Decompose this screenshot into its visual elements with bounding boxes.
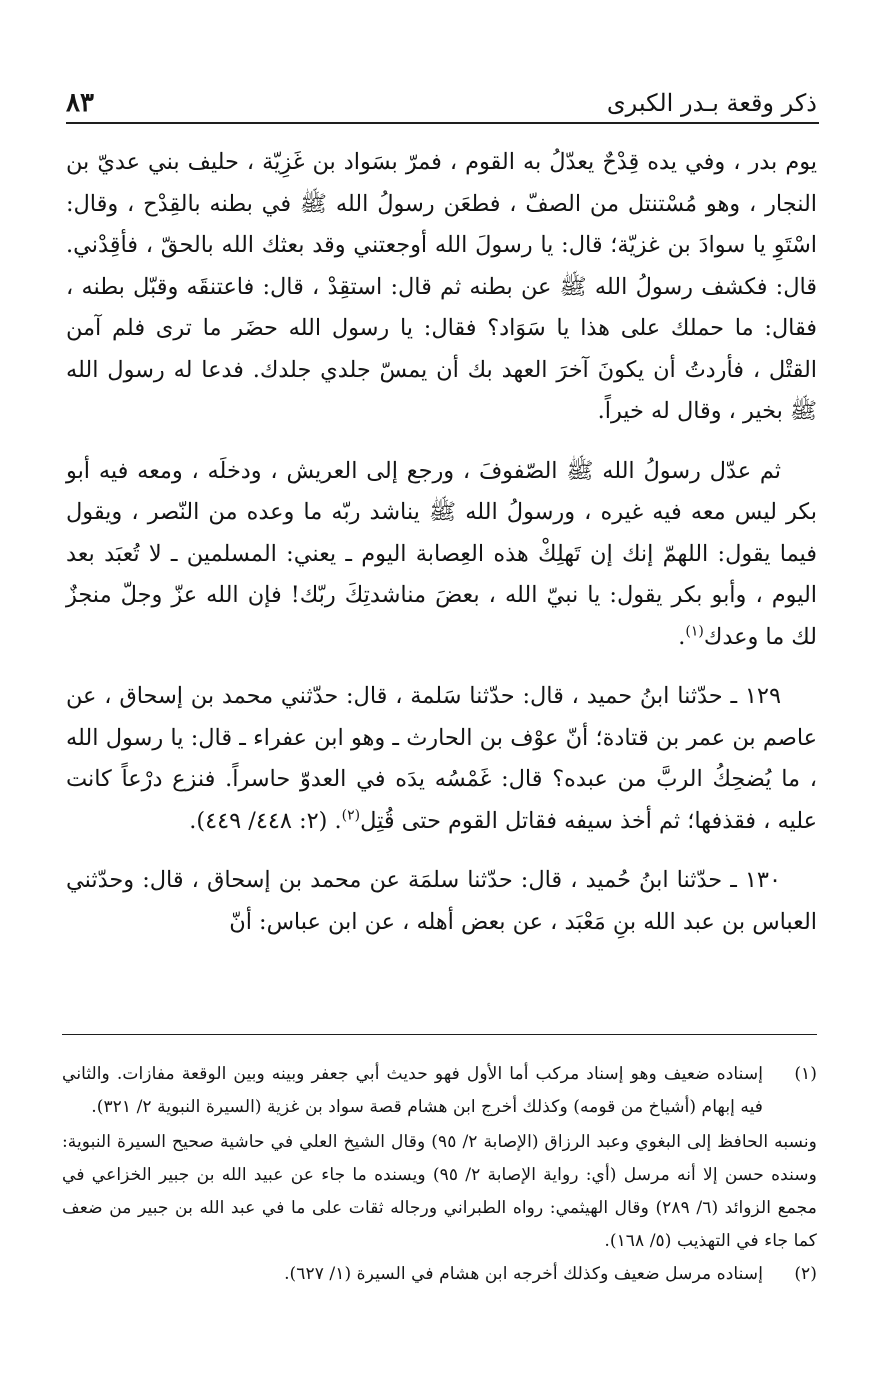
paragraph xyxy=(66,451,817,659)
paragraph xyxy=(66,142,817,433)
paragraph-tail: . xyxy=(678,623,686,650)
main-text xyxy=(66,142,817,943)
footnote xyxy=(62,1258,817,1293)
footnote-text: إسناده مرسل ضعيف وكذلك أخرجه ابن هشام في السيرة (١/ ٦٢٧). xyxy=(284,1264,763,1284)
footnote-text: إسناده ضعيف وهو إسناد مركب أما الأول فهو حديث أبي جعفر وبينه وبين الوقعة مفازات. والثاني فيه إبهام (أشياخ من قومه) وكذلك أخرج ابن هشام قصة سواد بن غزية (السيرة النبوية ٢/ ٣٢١). xyxy=(62,1064,763,1117)
footnote-number: (٢) xyxy=(794,1264,817,1284)
footnote-reference: (٢) xyxy=(341,807,361,824)
footnote xyxy=(62,1058,817,1126)
footnote-reference: (١) xyxy=(685,623,704,640)
footnote-continuation: ونسبه الحافظ إلى البغوي وعبد الرزاق (الإصابة ٢/ ٩٥) وقال الشيخ العلي في حاشية صحيح السيرة النبوية: وسنده حسن إلا أنه مرسل (أي: رواية الإصابة ٢/ ٩٥) ويسنده ما جاء عن عبيد الله بن جبير الخزاعي في مجمع الزوائد (٦/ ٢٨٩) وقال الهيثمي: رواه الطبراني ورجاله ثقات على ما في عبد الله بن جبير من ضعف كما جاء في التهذيب (٥/ ١٦٨). xyxy=(62,1132,817,1251)
footnotes xyxy=(62,1058,817,1293)
paragraph-tail: . (٢: ٤٤٨/ ٤٤٩). xyxy=(189,807,342,834)
footnote-body xyxy=(62,1058,763,1126)
paragraph-text: ١٢٩ ـ حدّثنا ابنُ حميد ، قال: حدّثنا سَلمة ، قال: حدّثني محمد بن إسحاق ، عن عاصم بن عمر بن قتادة؛ أنّ عوْف بن الحارث ـ وهو ابن عفراء ـ قال: يا رسول الله ، ما يُضحِكُ الربَّ من عبده؟ قال: غَمْسُه يدَه في العدوّ حاسراً. فنزع درْعاً كانت عليه ، فقذفها؛ ثم أخذ سيفه فقاتل القوم حتى قُتِل xyxy=(66,683,817,834)
footnote-rule xyxy=(62,1034,817,1035)
footnote-number: (١) xyxy=(794,1064,817,1084)
header-rule xyxy=(66,122,819,124)
paragraph-text: ١٣٠ ـ حدّثنا ابنُ حُميد ، قال: حدّثنا سلمَة عن محمد بن إسحاق ، قال: وحدّثني العباس بن عبد الله بنِ مَعْبَد ، عن بعض أهله ، عن ابن عباس: أنّ xyxy=(66,867,817,935)
footnote-body xyxy=(62,1258,763,1293)
running-title: ذكر وقعة بـدر الكبرى xyxy=(606,89,817,117)
page-header xyxy=(66,84,817,118)
paragraph xyxy=(66,676,817,842)
paragraph xyxy=(66,860,817,943)
paragraph-text: يوم بدر ، وفي يده قِدْحٌ يعدّلُ به القوم ، فمرّ بسَواد بن غَزِيّة ، حليف بني عديّ بن النجار ، وهو مُسْتنتل من الصفّ ، فطعَن رسولُ الله ﷺ في بطنه بالقِدْح ، وقال: اسْتَوِ يا سوادَ بن غزيّة؛ قال: يا رسولَ الله أوجعتني وقد بعثك الله بالحقّ ، فأقِدْني. قال: فكشف رسولُ الله ﷺ عن بطنه ثم قال: استقِدْ ، قال: فاعتنقَه وقبّل بطنه ، فقال: ما حملك على هذا يا سَوَاد؟ فقال: يا رسول الله حضَر ما ترى فلم آمن القتْل ، فأردتُ أن يكونَ آخرَ العهد بك أن يمسّ جلدي جلدك. فدعا له رسول الله ﷺ بخير ، وقال له خيراً. xyxy=(66,149,817,424)
page-number: ٨٣ xyxy=(66,88,94,118)
paragraph-text: ثم عدّل رسولُ الله ﷺ الصّفوفَ ، ورجع إلى العريش ، ودخلَه ، ومعه فيه أبو بكر ليس معه فيه غيره ، ورسولُ الله ﷺ يناشد ربّه ما وعده من النّصر ، ويقول فيما يقول: اللهمّ إنك إن تَهلِكْ هذه العِصابة اليوم ـ يعني: المسلمين ـ لا تُعبَد بعد اليوم ، وأبو بكر يقول: يا نبيّ الله ، بعضَ مناشدتِكَ ربّك! فإن الله عزّ وجلّ منجزٌ لك ما وعدك xyxy=(66,457,817,650)
